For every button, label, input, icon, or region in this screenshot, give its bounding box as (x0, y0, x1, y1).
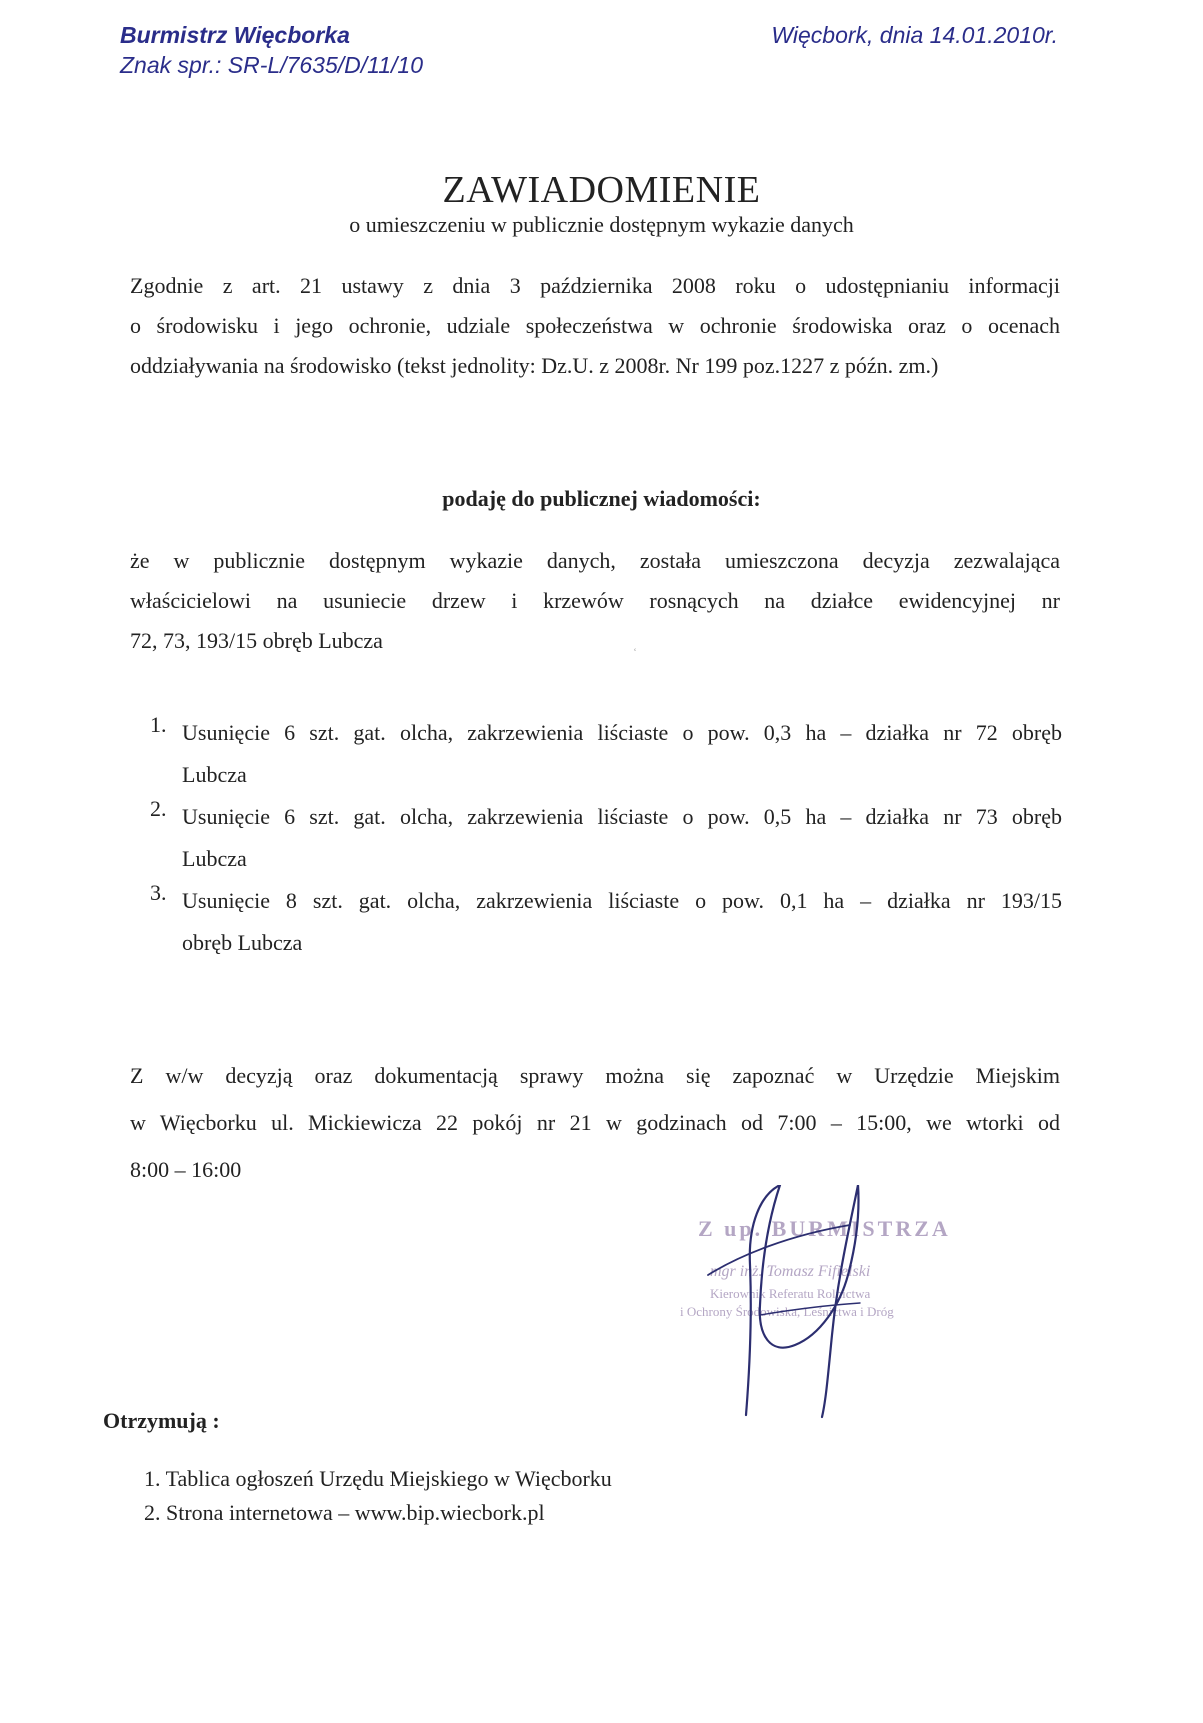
paragraph-line: o środowisku i jego ochronie, udziale społeczeństwa w ochronie środowiska oraz o ocenach (130, 313, 1060, 338)
legal-basis-paragraph (130, 266, 1060, 386)
list-item (150, 880, 1062, 964)
list-item (150, 796, 1062, 880)
recipients-heading: Otrzymują : (103, 1408, 220, 1433)
stamp-line-4: i Ochrony Środowiska, Leśnictwa i Dróg (680, 1304, 894, 1319)
paragraph-line: 72, 73, 193/15 obręb Lubcza (130, 628, 383, 653)
closing-paragraph (130, 1052, 1060, 1193)
item-text-continued: Lubcza (182, 846, 247, 871)
paragraph-line: Zgodnie z art. 21 ustawy z dnia 3 października 2008 roku o udostępnianiu informacji (130, 273, 1060, 298)
list-item (150, 712, 1062, 796)
item-number: 1. (150, 712, 167, 737)
case-reference: Znak spr.: SR-L/7635/D/11/10 (120, 52, 423, 78)
item-number: 3. (150, 880, 167, 905)
paragraph-line: oddziaływania na środowisko (tekst jednolity: Dz.U. z 2008r. Nr 199 poz.1227 z późn. zm.) (130, 353, 939, 378)
decision-paragraph (130, 541, 1060, 661)
stamp-line-1: Z up. BURMISTRZA (698, 1216, 951, 1241)
paragraph-line: 8:00 – 16:00 (130, 1157, 242, 1182)
item-number: 2. (150, 796, 167, 821)
recipients-list (144, 1462, 612, 1530)
stamp-line-2: mgr inż. Tomasz Fifielski (710, 1263, 871, 1280)
place-and-date: Więcbork, dnia 14.01.2010r. (771, 22, 1058, 48)
issuer-name: Burmistrz Więcborka (120, 22, 350, 48)
document-subtitle: o umieszczeniu w publicznie dostępnym wykazie danych (349, 212, 854, 237)
paragraph-line: Z w/w decyzją oraz dokumentacją sprawy można się zapoznać w Urzędzie Miejskim (130, 1063, 1060, 1088)
item-text: Usunięcie 8 szt. gat. olcha, zakrzewienia liściaste o pow. 0,1 ha – działka nr 193/15 (182, 888, 1062, 913)
recipient-item: 2. Strona internetowa – www.bip.wiecbork.pl (144, 1500, 545, 1525)
paragraph-line: w Więcborku ul. Mickiewicza 22 pokój nr 21 w godzinach od 7:00 – 15:00, we wtorki od (130, 1110, 1060, 1135)
paragraph-line: że w publicznie dostępnym wykazie danych, została umieszczona decyzja zezwalająca (130, 548, 1060, 573)
item-text-continued: Lubcza (182, 762, 247, 787)
document-title: ZAWIADOMIENIE (442, 169, 761, 211)
recipient-item: 1. Tablica ogłoszeń Urzędu Miejskiego w Więcborku (144, 1466, 612, 1491)
stamp-line-3: Kierownik Referatu Rolnictwa (710, 1286, 871, 1301)
item-text: Usunięcie 6 szt. gat. olcha, zakrzewienia liściaste o pow. 0,5 ha – działka nr 73 obręb (182, 804, 1062, 829)
scan-speck: ʿ (633, 646, 637, 660)
removal-items-list (150, 712, 1062, 964)
handwritten-signature (700, 1185, 960, 1425)
paragraph-line: właścicielowi na usuniecie drzew i krzewów rosnących na działce ewidencyjnej nr (130, 588, 1060, 613)
item-text: Usunięcie 6 szt. gat. olcha, zakrzewienia liściaste o pow. 0,3 ha – działka nr 72 obręb (182, 720, 1062, 745)
announcement-heading: podaję do publicznej wiadomości: (442, 486, 761, 511)
item-text-continued: obręb Lubcza (182, 930, 303, 955)
